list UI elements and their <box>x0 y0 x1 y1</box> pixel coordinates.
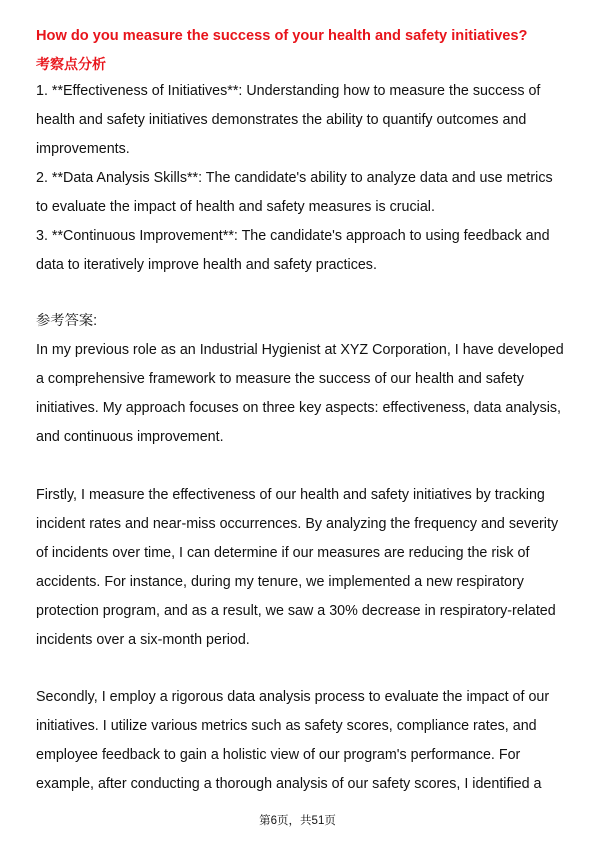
evaluation-points <box>36 77 564 280</box>
question-title: How do you measure the success of your health and safety initiatives? <box>36 28 528 44</box>
answer-paragraph <box>36 481 564 655</box>
point-item: 3. **Continuous Improvement**: The candidate's approach to using feedback and data to iteratively improve health and safety practices. <box>36 228 550 273</box>
answer-label: 参考答案: <box>36 313 98 329</box>
point-item: 2. **Data Analysis Skills**: The candidate's ability to analyze data and use metrics to evaluate the impact of health and safety measures is crucial. <box>36 170 553 215</box>
paragraph-text: Secondly, I employ a rigorous data analysis process to evaluate the impact of our initiatives. I utilize various metrics such as safety scores, compliance rates, and employee feedback to gain a holistic view of our program's performance. For example, after conducting a thorough analysis of our safety scores, I identified a <box>36 689 550 792</box>
paragraph-text: Firstly, I measure the effectiveness of our health and safety initiatives by tracking incident rates and near-miss occurrences. By analyzing the frequency and severity of incidents over time, I can determine if our measures are reducing the risk of accidents. For instance, during my tenure, we implemented a new respiratory protection program, and as a result, we saw a 30% decrease in respiratory-related incidents over a six-month period. <box>36 487 559 648</box>
page-number: 第6页，共51页 <box>259 815 336 827</box>
answer-paragraph <box>36 683 564 799</box>
point-item: 1. **Effectiveness of Initiatives**: Understanding how to measure the success of health and safety initiatives demonstrates the ability to quantify outcomes and improvements. <box>36 83 541 157</box>
paragraph-text: In my previous role as an Industrial Hygienist at XYZ Corporation, I have developed a comprehensive framework to measure the success of our health and safety initiatives. My approach focuses on three key aspects: effectiveness, data analysis, and continuous improvement. <box>36 342 564 445</box>
analysis-heading: 考察点分析 <box>36 56 106 72</box>
answer-paragraph <box>36 336 564 452</box>
